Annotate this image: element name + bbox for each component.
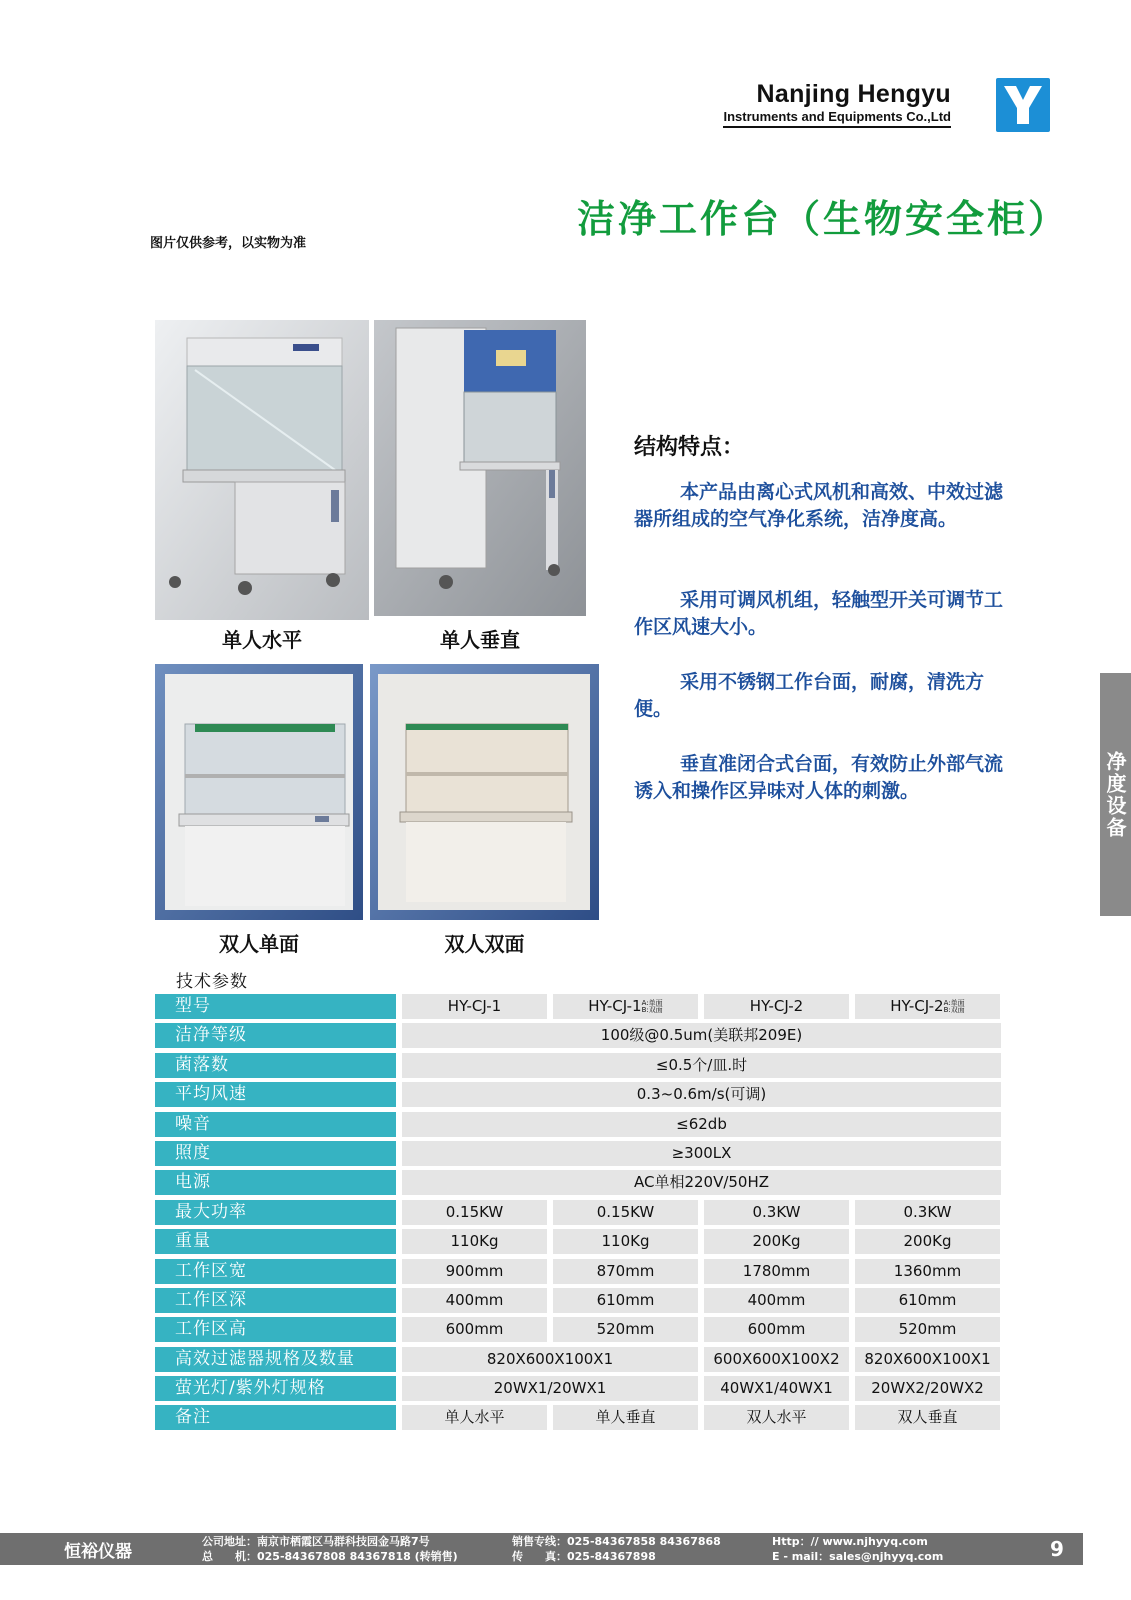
spec-cell: ≤0.5个/皿.时 bbox=[402, 1053, 1001, 1078]
spec-cell: 110Kg bbox=[402, 1229, 547, 1254]
spec-cell: 20WX2/20WX2 bbox=[855, 1376, 1000, 1401]
photo-single-horizontal bbox=[155, 320, 369, 620]
model-name: HY-CJ-1 bbox=[588, 997, 642, 1015]
spec-cell: 单人水平 bbox=[402, 1405, 547, 1430]
spec-cell: 610mm bbox=[855, 1288, 1000, 1313]
row-label: 噪音 bbox=[155, 1112, 396, 1137]
row-label: 洁净等级 bbox=[155, 1023, 396, 1048]
photo-double-single-sided bbox=[155, 664, 363, 920]
table-row bbox=[155, 1023, 1001, 1048]
spec-cell: 400mm bbox=[704, 1288, 849, 1313]
spec-cell: 820X600X100X1 bbox=[855, 1347, 1000, 1372]
model-cell: HY-CJ-1 bbox=[402, 994, 547, 1019]
spec-cell: 0.3KW bbox=[704, 1200, 849, 1225]
company-logo bbox=[996, 78, 1050, 132]
model-name: HY-CJ-2 bbox=[890, 997, 944, 1015]
row-label: 菌落数 bbox=[155, 1053, 396, 1078]
photo-double-double-sided bbox=[370, 664, 599, 920]
spec-cell: 单人垂直 bbox=[553, 1405, 698, 1430]
spec-cell: 1780mm bbox=[704, 1259, 849, 1284]
spec-cell: 600X600X100X2 bbox=[704, 1347, 849, 1372]
page-number: 9 bbox=[1050, 1537, 1064, 1561]
model-cell bbox=[855, 994, 1000, 1019]
table-row bbox=[155, 1112, 1001, 1137]
spec-cell: 100级@0.5um(美联邦209E) bbox=[402, 1023, 1001, 1048]
model-cell bbox=[553, 994, 698, 1019]
spec-cell: 200Kg bbox=[704, 1229, 849, 1254]
spec-cell: 200Kg bbox=[855, 1229, 1000, 1254]
model-note: A:单面 B:双面 bbox=[641, 998, 663, 1014]
row-label: 型号 bbox=[155, 994, 396, 1019]
spec-cell: 400mm bbox=[402, 1288, 547, 1313]
caption-double-double-sided: 双人双面 bbox=[444, 932, 525, 956]
footer-email: E - mail：sales@njhyyq.com bbox=[772, 1550, 944, 1563]
table-row bbox=[155, 1259, 1001, 1284]
footer-phone: 总 机：025-84367808 84367818 (转销售) bbox=[202, 1550, 458, 1563]
spec-cell: 870mm bbox=[553, 1259, 698, 1284]
table-row bbox=[155, 1141, 1001, 1166]
table-row bbox=[155, 1170, 1001, 1195]
caption-single-horizontal: 单人水平 bbox=[222, 628, 302, 652]
spec-cell: 0.15KW bbox=[402, 1200, 547, 1225]
spec-cell: 110Kg bbox=[553, 1229, 698, 1254]
row-label: 照度 bbox=[155, 1141, 396, 1166]
spec-cell: 双人垂直 bbox=[855, 1405, 1000, 1430]
row-label: 高效过滤器规格及数量 bbox=[155, 1347, 396, 1372]
table-row bbox=[155, 1229, 1001, 1254]
company-brand bbox=[723, 80, 951, 128]
caption-single-vertical: 单人垂直 bbox=[440, 628, 520, 652]
spec-cell: 520mm bbox=[553, 1317, 698, 1342]
footer-address: 公司地址：南京市栖霞区马群科技园金马路7号 bbox=[202, 1535, 430, 1548]
photo-notice: 图片仅供参考，以实物为准 bbox=[150, 236, 307, 251]
spec-cell: 0.3KW bbox=[855, 1200, 1000, 1225]
feature-1: 本产品由离心式风机和高效、中效过滤器所组成的空气净化系统，洁净度高。 bbox=[634, 481, 1004, 530]
feature-3: 采用不锈钢工作台面，耐腐，清洗方便。 bbox=[634, 671, 985, 720]
row-label: 最大功率 bbox=[155, 1200, 396, 1225]
spec-cell: 600mm bbox=[704, 1317, 849, 1342]
row-label: 备注 bbox=[155, 1405, 396, 1430]
caption-double-single-sided: 双人单面 bbox=[219, 932, 299, 956]
logo-y-icon bbox=[996, 78, 1050, 132]
table-row bbox=[155, 1082, 1001, 1107]
row-label: 电源 bbox=[155, 1170, 396, 1195]
table-row bbox=[155, 1347, 1001, 1372]
footer-website: Http：// www.njhyyq.com bbox=[772, 1535, 928, 1548]
company-name: Nanjing Hengyu bbox=[756, 80, 951, 108]
photo-single-vertical bbox=[374, 320, 586, 616]
footer bbox=[0, 1533, 1083, 1565]
company-subtitle: Instruments and Equipments Co.,Ltd bbox=[723, 109, 951, 128]
model-cell: HY-CJ-2 bbox=[704, 994, 849, 1019]
spec-cell: 820X600X100X1 bbox=[402, 1347, 698, 1372]
page-title: 洁净工作台（生物安全柜） bbox=[577, 197, 1070, 241]
row-label: 工作区深 bbox=[155, 1288, 396, 1313]
table-row bbox=[155, 994, 1001, 1019]
spec-cell: 40WX1/40WX1 bbox=[704, 1376, 849, 1401]
spec-table bbox=[155, 994, 1001, 1435]
features-title: 结构特点： bbox=[634, 435, 745, 460]
spec-title: 技术参数 bbox=[176, 972, 248, 992]
feature-4: 垂直准闭合式台面，有效防止外部气流诱入和操作区异味对人体的刺激。 bbox=[634, 753, 1004, 802]
table-row bbox=[155, 1200, 1001, 1225]
feature-2: 采用可调风机组，轻触型开关可调节工作区风速大小。 bbox=[634, 589, 1004, 638]
table-row bbox=[155, 1405, 1001, 1430]
table-row bbox=[155, 1376, 1001, 1401]
footer-fax: 传 真：025-84367898 bbox=[512, 1550, 656, 1563]
row-label: 工作区宽 bbox=[155, 1259, 396, 1284]
spec-cell: 1360mm bbox=[855, 1259, 1000, 1284]
spec-cell: ≤62db bbox=[402, 1112, 1001, 1137]
footer-company: 恒裕仪器 bbox=[64, 1542, 132, 1562]
spec-cell: AC单相220V/50HZ bbox=[402, 1170, 1001, 1195]
model-note: A:单面 B:双面 bbox=[943, 998, 965, 1014]
footer-sales: 销售专线：025-84367858 84367868 bbox=[512, 1535, 721, 1548]
spec-cell: 0.3~0.6m/s(可调) bbox=[402, 1082, 1001, 1107]
spec-cell: 600mm bbox=[402, 1317, 547, 1342]
spec-cell: 0.15KW bbox=[553, 1200, 698, 1225]
table-row bbox=[155, 1053, 1001, 1078]
spec-cell: 900mm bbox=[402, 1259, 547, 1284]
side-tab: 净度设备 bbox=[1100, 673, 1131, 916]
table-row bbox=[155, 1317, 1001, 1342]
spec-cell: 20WX1/20WX1 bbox=[402, 1376, 698, 1401]
row-label: 平均风速 bbox=[155, 1082, 396, 1107]
spec-cell: 520mm bbox=[855, 1317, 1000, 1342]
spec-cell: ≥300LX bbox=[402, 1141, 1001, 1166]
table-row bbox=[155, 1288, 1001, 1313]
spec-cell: 双人水平 bbox=[704, 1405, 849, 1430]
spec-cell: 610mm bbox=[553, 1288, 698, 1313]
row-label: 重量 bbox=[155, 1229, 396, 1254]
row-label: 萤光灯/紫外灯规格 bbox=[155, 1376, 396, 1401]
row-label: 工作区高 bbox=[155, 1317, 396, 1342]
